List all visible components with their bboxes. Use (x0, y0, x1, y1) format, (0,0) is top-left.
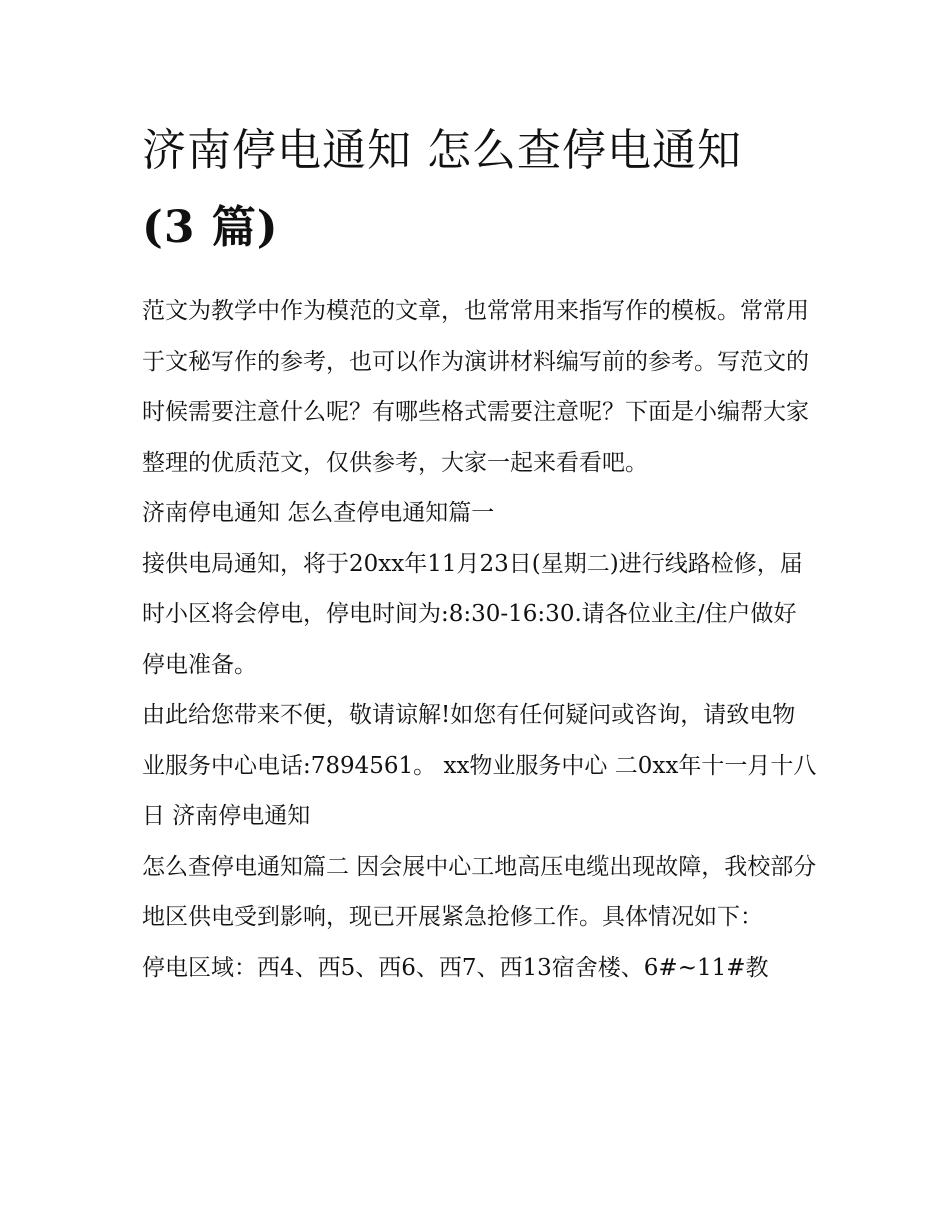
paragraph-intro: 范文为教学中作为模范的文章，也常常用来指写作的模板。常常用于文秘写作的参考，也可以作为演讲材料编写前的参考。写范文的时候需要注意什么呢？有哪些格式需要注意呢？下面是小编帮大家整理的优质范文，仅供参考，大家一起来看看吧。 (142, 298, 809, 476)
paragraph-notice-2: 由此给您带来不便，敬请谅解!如您有任何疑问或咨询，请致电物业服务中心电话:7894561。 xx物业服务中心 二0xx年十一月十八日 济南停电通知 (142, 702, 817, 829)
paragraph-section-heading-2: 怎么查停电通知篇二 因会展中心工地高压电缆出现故障，我校部分地区供电受到影响，现已开展紧急抢修工作。具体情况如下： (142, 853, 817, 930)
document-title-line-2: (3 篇) (142, 202, 279, 253)
paragraph-section-heading-1: 济南停电通知 怎么查停电通知篇一 (142, 500, 495, 526)
paragraph-notice-1: 接供电局通知，将于20xx年11月23日(星期二)进行线路检修，届时小区将会停电，停电时间为:8:30-16:30.请各位业主/住户做好停电准备。 (142, 550, 803, 678)
document-title-line-1: 济南停电通知 怎么查停电通知 (142, 125, 742, 176)
paragraph-outage-area: 停电区域：西4、西5、西6、西7、西13宿舍楼、6#~11#教 (142, 954, 769, 981)
document-body (142, 286, 818, 993)
document-content (142, 112, 818, 993)
document-title (142, 112, 818, 266)
